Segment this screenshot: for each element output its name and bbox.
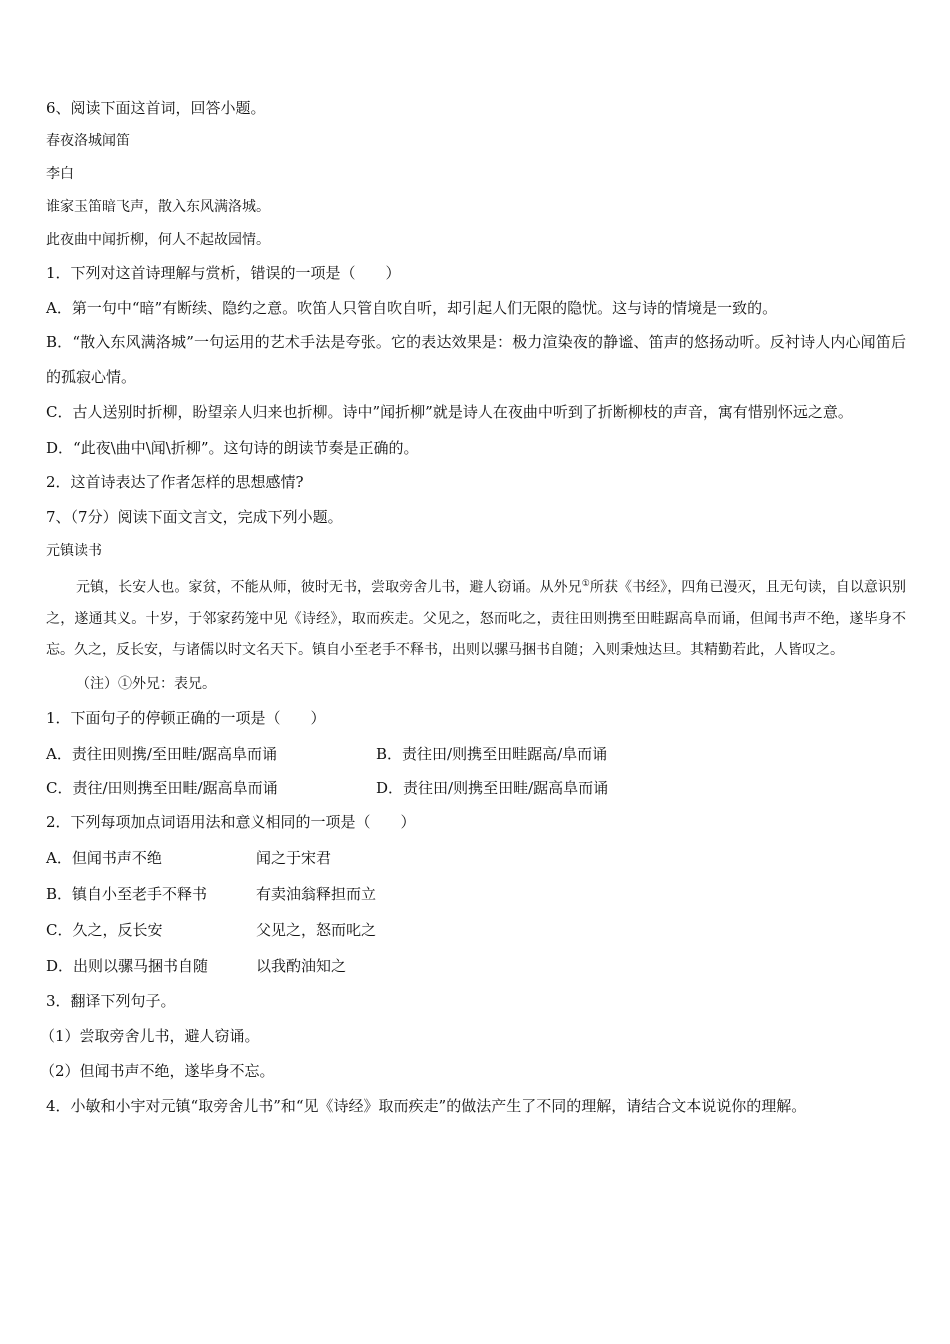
passage-part-2: 所获《书经》，四角已漫灭，且无句读，自以意识别之，遂通其义。十岁，于邻家药笼中见《诗经》，取而疾走。父见之，怒而叱之，责往田则携至田畦踞高阜而诵，但闻书声不绝，遂毕身不忘。久之，反长安，与诸儒以时文名天下。镇自小至老手不释书，出则以骡马捆书自随；入则秉烛达旦。其精勤若此，人皆叹之。 <box>46 579 906 658</box>
footnote-mark: ① <box>581 579 590 589</box>
q7-sub1-option-b: B．责往田/则携至田畦踞高/阜而诵 <box>376 744 608 763</box>
poem-author: 李白 <box>46 166 74 182</box>
q7-sub2-right-c: 父见之，怒而叱之 <box>256 920 377 939</box>
passage-part-1: 元镇，长安人也。家贫，不能从师，彼时无书，尝取旁舍儿书，避人窃诵。从外兄 <box>76 579 582 596</box>
q7-sub1-option-c: C．责往/田则携至田畦/踞高阜而诵 <box>46 778 278 797</box>
q6-heading: 6、阅读下面这首词，回答小题。 <box>46 99 266 117</box>
q7-sub2-left-a: A．但闻书声不绝 <box>46 848 162 867</box>
q7-sub1-row-2 <box>46 778 906 798</box>
q6-sub1-option-a: A．第一句中“暗”有断续、隐约之意。吹笛人只管自吹自听，却引起人们无限的隐忧。这与诗的情境是一致的。 <box>46 299 778 317</box>
document-page <box>40 98 906 1116</box>
q7-heading: 7、（7分）阅读下面文言文，完成下列小题。 <box>46 508 343 526</box>
q7-sub2-left-d: D．出则以骡马捆书自随 <box>46 956 209 975</box>
q7-sub2-stem: 2．下列每项加点词语用法和意义相同的一项是（ ） <box>46 812 416 831</box>
q7-sub2-right-d: 以我酌油知之 <box>256 956 347 975</box>
poem-title: 春夜洛城闻笛 <box>46 133 130 149</box>
q6-sub1-option-c: C．古人送别时折柳，盼望亲人归来也折柳。诗中”闻折柳”就是诗人在夜曲中听到了折断柳枝的声音，寓有惜别怀远之意。 <box>46 403 853 421</box>
q7-sub2-right-b: 有卖油翁释担而立 <box>256 884 377 903</box>
q7-sub2-row-c <box>46 920 906 940</box>
q7-sub1-option-a: A．责往田则携/至田畦/踞高阜而诵 <box>46 744 277 763</box>
passage-note: （注）①外兄：表兄。 <box>76 675 216 692</box>
q7-sub2-row-b <box>46 884 906 904</box>
q7-sub3-stem: 3．翻译下列句子。 <box>46 991 176 1010</box>
q6-sub2: 2．这首诗表达了作者怎样的思想感情? <box>46 473 304 491</box>
q7-sub2-row-d <box>46 956 906 976</box>
q7-sub2-row-a <box>46 848 906 868</box>
q7-sub2-left-c: C．久之，反长安 <box>46 920 163 939</box>
q6-sub1-stem: 1．下列对这首诗理解与赏析，错误的一项是（ ） <box>46 264 401 282</box>
q7-sub3-sentence-2: （2）但闻书声不绝，遂毕身不忘。 <box>40 1061 275 1080</box>
q7-sub3-sentence-1: （1）尝取旁舍儿书，避人窃诵。 <box>40 1026 260 1045</box>
q6-sub1-option-d: D．“此夜\曲中\闻\折柳”。这句诗的朗读节奏是正确的。 <box>46 439 419 457</box>
q7-sub1-option-d: D．责往田/则携至田畦/踞高阜而诵 <box>376 778 609 797</box>
q6-sub1-option-b: B．“散入东风满洛城”一句运用的艺术手法是夸张。它的表达效果是：极力渲染夜的静谧、笛声的悠扬动听。反衬诗人内心闻笛后的孤寂心情。 <box>46 333 906 386</box>
q7-sub2-right-a: 闻之于宋君 <box>256 848 332 867</box>
poem-line-2: 此夜曲中闻折柳，何人不起故园情。 <box>46 232 270 248</box>
poem-line-1: 谁家玉笛暗飞声，散入东风满洛城。 <box>46 199 270 215</box>
q7-sub2-left-b: B．镇自小至老手不释书 <box>46 884 208 903</box>
q7-sub1-row-1 <box>46 744 906 764</box>
passage-title: 元镇读书 <box>46 543 102 559</box>
q7-sub1-stem: 1．下面句子的停顿正确的一项是（ ） <box>46 708 326 727</box>
q7-sub4: 4．小敏和小宇对元镇“取旁舍儿书”和“见《诗经》取而疾走”的做法产生了不同的理解，请结合文本说说你的理解。 <box>46 1096 807 1115</box>
passage-body <box>46 569 906 666</box>
